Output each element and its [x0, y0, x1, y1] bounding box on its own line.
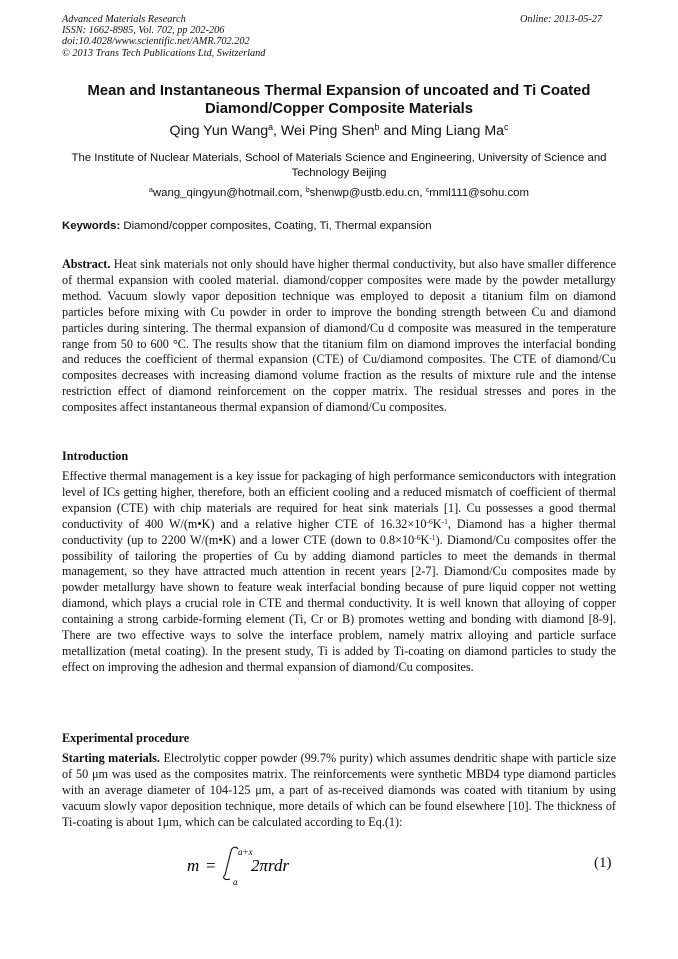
equation-lhs: m: [187, 856, 200, 875]
intro-exp-4: -1: [429, 532, 436, 542]
journal-header: [62, 14, 265, 59]
intro-text-5: ). Diamond/Cu composites offer the possibility of tailoring the properties of Cu by adding diamond particles to meet the demands in thermal management, so they have attracted much attention in recent years [2-7]. Diamond/Cu composites made by powder metallurgy have shown to feature weak interfacial bonding because of pure liquid copper not wetting diamond, which plays a crucial role in CTE and thermal conductivity. It is well known that alloying of copper containing a strong carbide-forming element (Ti, Cr or B) promotes wetting and bonding with diamond [8-9]. There are two effective ways to solve the interface problem, namely matrix alloying and particle surface metallization (metal coating). In the present study, Ti is added by Ti-coating on diamond particles to study the effect on improving the adhesion and thermal expansion of diamond/Cu composites.: [62, 532, 616, 674]
issn-line: ISSN: 1662-8985, Vol. 702, pp 202-206: [62, 25, 225, 37]
equation-number: (1): [594, 855, 612, 871]
intro-text-2: K: [432, 516, 442, 531]
online-date: Online: 2013-05-27: [520, 14, 603, 25]
intro-exp-1: -6: [426, 516, 433, 526]
author-and: and: [379, 123, 411, 139]
email-b: shenwp@ustb.edu.cn,: [309, 187, 423, 199]
journal-name: Advanced Materials Research: [62, 14, 186, 25]
intro-text-4: K: [420, 532, 430, 547]
email-a-sup: a: [149, 187, 153, 195]
intro-text-3: , Diamond has a higher thermal conductivity (up to 2200 W/(m•K) and a lower CTE (down to 0.8×10: [62, 516, 617, 547]
intro-text-1: Effective thermal management is a key issue for packaging of high performance semiconductors with integration level of ICs getting higher, therefore, both an efficient cooling and a reduced mismatch of coefficient of thermal expansion (CTE) with chip materials are required for heat sink materials [1]. Cu possesses a good thermal conductivity of 400 W/(m•K) and a relative higher CTE of 16.32×10: [62, 469, 616, 531]
affiliation: The Institute of Nuclear Materials, School of Materials Science and Engineering, University of Science and Technology Beijing: [71, 152, 607, 179]
author-2: Wei Ping Shen: [280, 123, 375, 139]
integral-sign: [224, 847, 238, 879]
doi-line: doi:10.4028/www.scientific.net/AMR.702.202: [62, 36, 250, 48]
email-c-sup: c: [425, 187, 430, 195]
experimental-paragraph: [62, 751, 616, 831]
starting-materials-label: Starting materials.: [62, 751, 160, 765]
email-c: mml111@sohu.com: [429, 187, 529, 199]
paper-title: [40, 82, 638, 118]
title-line-2: Diamond/Copper Composite Materials: [204, 101, 474, 117]
email-list: [40, 186, 638, 200]
author-3-sup: c: [504, 122, 509, 133]
equation-equals: =: [206, 856, 216, 875]
author-2-sup: b: [374, 122, 380, 133]
author-3: Ming Liang Ma: [410, 123, 505, 139]
email-a: wang_qingyun@hotmail.com,: [152, 187, 303, 199]
integral-lower-limit: a: [233, 877, 238, 887]
equation-1: [183, 844, 443, 888]
copyright-line: © 2013 Trans Tech Publications Ltd, Switzerland: [62, 47, 266, 59]
keywords-label: Keywords:: [62, 220, 121, 232]
keywords: [62, 219, 616, 233]
integral-upper-limit: a+x: [238, 847, 253, 857]
intro-exp-3: -6: [414, 532, 421, 542]
experimental-heading: Experimental procedure: [62, 731, 190, 745]
author-1: Qing Yun Wang: [169, 123, 269, 139]
keywords-text: Diamond/copper composites, Coating, Ti, Thermal expansion: [123, 220, 432, 232]
abstract-text: Heat sink materials not only should have higher thermal conductivity, but also have smaller difference of thermal expansion with cooled material. diamond/copper composites were made by the powder metallurgy method. Vacuum slowly vapor deposition technique was employed to deposit a titanium film on diamond particles before mixing with Cu powder in order to improve the bonding strength between Cu and diamond particles during sintering. The thermal expansion of diamond/Cu d composite was measured in the temperature range from 50 to 600 °C. The results show that the titanium film on diamond improves the interfacial bonding and reduces the coefficient of thermal expansion (CTE) of Cu/diamond composites. The CTE of diamond/Cu composites decreases with increasing diamond volume fraction as the results of mixture rule and the intense restriction effect of diamond reinforcement on the copper matrix. The residual stresses and pores in the composites affect instantaneous thermal expansion of diamond/Cu composites.: [62, 257, 617, 415]
starting-materials-text: Electrolytic copper powder (99.7% purity) which assumes dendritic shape with particle size of 50 μm was used as the composites matrix. The reinforcements were synthetic MBD4 type diamond particles with an average diameter of 104-125 μm, a part of as-received diamonds was coated with titanium by using vacuum slowly vapor deposition technique, more details of which can be found elsewhere [10]. The thickness of Ti-coating is about 1μm, which can be calculated according to Eq.(1):: [62, 751, 616, 829]
intro-exp-2: -1: [441, 516, 448, 526]
introduction-heading: Introduction: [62, 449, 129, 463]
email-b-sup: b: [305, 187, 310, 195]
abstract-label: Abstract.: [62, 257, 111, 271]
abstract: [62, 257, 616, 416]
author-1-sup: a: [268, 122, 274, 133]
equation-integrand: 2πrdr: [251, 856, 290, 875]
title-line-1: Mean and Instantaneous Thermal Expansion of uncoated and Ti Coated: [87, 83, 591, 99]
introduction-paragraph: [62, 469, 616, 676]
author-list: Qing Yun Wang$^a$, Wei Ping Shen$^b$ and Ming Liang Ma$^c$: [169, 122, 509, 139]
